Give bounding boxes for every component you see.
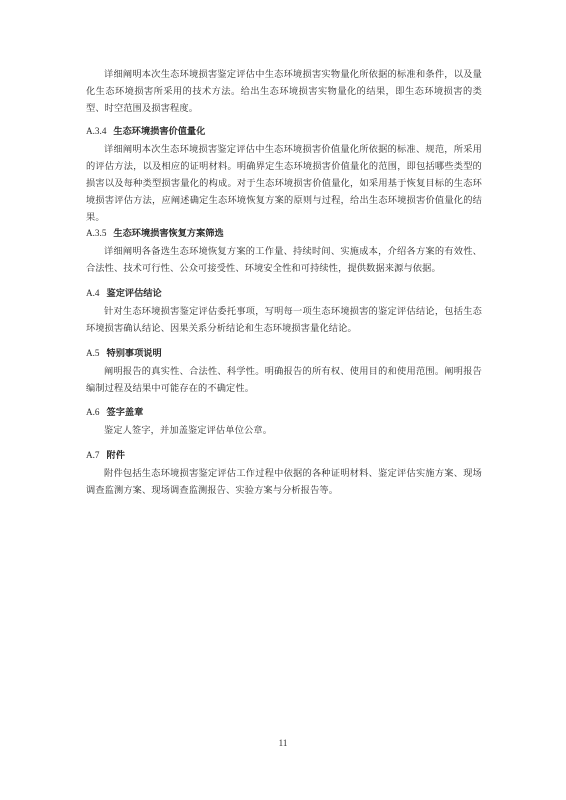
section-heading-a5: [86, 346, 482, 361]
paragraph-a5: 阐明报告的真实性、合法性、科学性。明确报告的所有权、使用目的和使用范围。阐明报告编制过程及结果中可能存在的不确定性。: [86, 366, 482, 394]
page-number: 11: [278, 738, 288, 748]
intro-paragraph: 详细阐明本次生态环境损害鉴定评估中生态环境损害实物量化所依据的标准和条件，以及量化生态环境损害所采用的技术方法。给出生态环境损害实物量化的结果，即生态环境损害的类型、时空范围及损害程度。: [86, 69, 482, 114]
section-heading-a6: [86, 405, 482, 420]
section-title: 生态环境损害恢复方案筛选: [113, 228, 224, 239]
section-number: A.3.5: [86, 228, 107, 238]
section-heading-a4: [86, 286, 482, 301]
section-number: A.7: [86, 450, 100, 460]
section-number: A.6: [86, 407, 100, 417]
paragraph-a4: 针对生态环境损害鉴定评估委托事项，写明每一项生态环境损害的鉴定评估结论，包括生态环境损害确认结论、因果关系分析结论和生态环境损害量化结论。: [86, 306, 482, 334]
section-heading-a34: [86, 124, 482, 139]
section-title: 鉴定评估结论: [106, 288, 162, 299]
section-title: 签字盖章: [106, 407, 144, 418]
section-number: A.5: [86, 348, 100, 358]
section-title: 附件: [106, 450, 125, 461]
paragraph-a35: 详细阐明各备选生态环境恢复方案的工作量、持续时间、实施成本，介绍各方案的有效性、合法性、技术可行性、公众可接受性、环境安全性和可持续性，提供数据来源与依据。: [86, 246, 482, 274]
paragraph-a6: 鉴定人签字，并加盖鉴定评估单位公章。: [104, 425, 273, 436]
section-heading-a7: [86, 448, 482, 463]
section-number: A.3.4: [86, 126, 107, 136]
paragraph-a7: 附件包括生态环境损害鉴定评估工作过程中依据的各种证明材料、鉴定评估实施方案、现场调查监测方案、现场调查监测报告、实验方案与分析报告等。: [86, 468, 482, 496]
section-number: A.4: [86, 288, 100, 298]
section-title: 特别事项说明: [106, 348, 162, 359]
section-title: 生态环境损害价值量化: [113, 126, 206, 137]
section-heading-a35: [86, 226, 482, 241]
paragraph-a34: 详细阐明本次生态环境损害鉴定评估中生态环境损害价值量化所依据的标准、规范，所采用的评估方法，以及相应的证明材料。明确界定生态环境损害价值量化的范围，即包括哪些类型的损害以及每种类型损害量化的构成。对于生态环境损害价值量化，如采用基于恢复目标的生态环境损害评估方法，应阐述确定生态环境恢复方案的原则与过程，给出生态环境损害价值量化的结果。: [86, 144, 482, 223]
